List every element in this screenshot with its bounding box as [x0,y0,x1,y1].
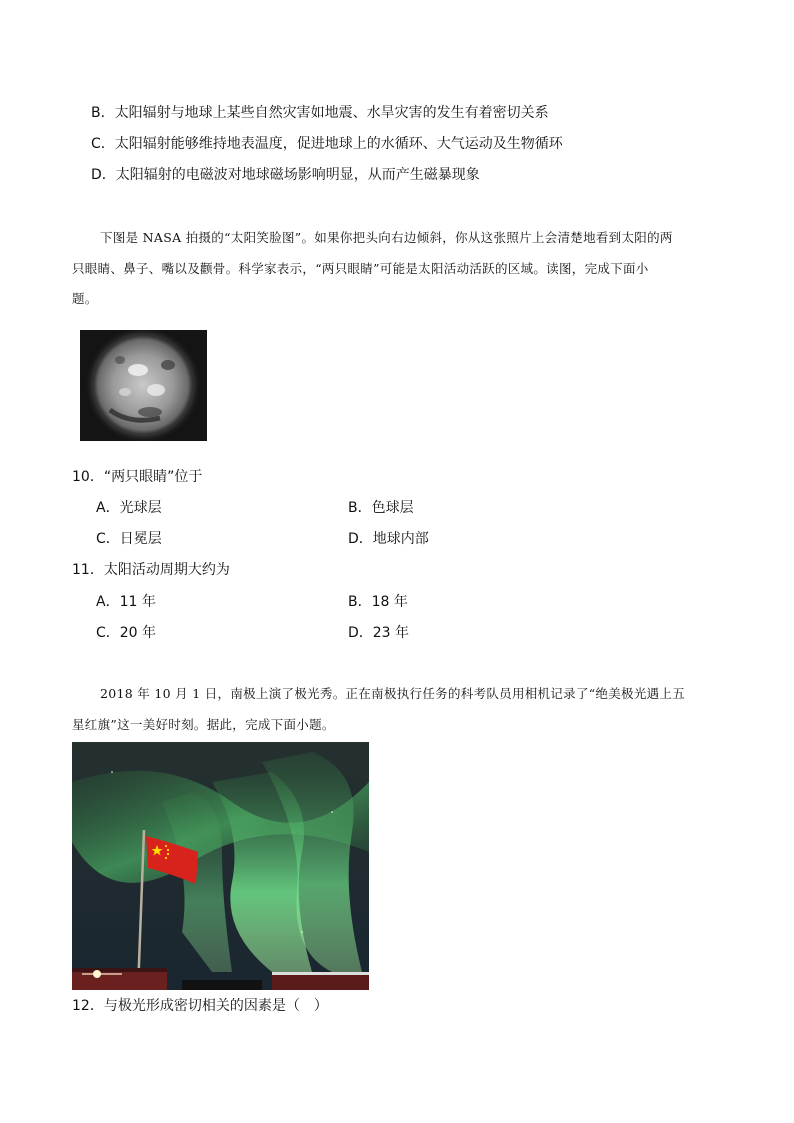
option-c-prev: C．太阳辐射能够维持地表温度，促进地球上的水循环、大气运动及生物循环 [91,136,563,152]
q10-option-c: C．日冕层 [96,531,162,547]
sun-smiley-photo [80,330,207,441]
q10-stem: 10．“两只眼睛”位于 [72,469,203,485]
intro1-line2: 只眼睛、鼻子、嘴以及颧骨。科学家表示，“两只眼睛”可能是太阳活动活跃的区域。读图，完成下面小 [72,261,649,276]
intro2-line1: 2018 年 10 月 1 日，南极上演了极光秀。正在南极执行任务的科考队员用相机记录了“绝美极光遇上五 [100,686,686,701]
q11-option-d: D．23 年 [348,625,410,641]
q11-stem: 11．太阳活动周期大约为 [72,562,230,578]
intro1-line3: 题。 [72,291,98,306]
q12-stem: 12．与极光形成密切相关的因素是（ ） [72,998,328,1014]
option-b-prev: B．太阳辐射与地球上某些自然灾害如地震、水旱灾害的发生有着密切关系 [91,105,549,121]
option-d-prev: D．太阳辐射的电磁波对地球磁场影响明显，从而产生磁暴现象 [91,167,480,183]
intro1-line1: 下图是 NASA 拍摄的“太阳笑脸图”。如果你把头向右边倾斜，你从这张照片上会清楚地看到太阳的两 [100,230,673,245]
aurora-flag-photo [72,742,369,990]
intro2-line2: 星红旗”这一美好时刻。据此，完成下面小题。 [72,717,335,732]
q10-option-b: B．色球层 [348,500,414,516]
q11-option-c: C．20 年 [96,625,157,641]
q10-option-d: D．地球内部 [348,531,429,547]
q10-option-a: A．光球层 [96,500,162,516]
q11-option-b: B．18 年 [348,594,408,610]
q11-option-a: A．11 年 [96,594,156,610]
